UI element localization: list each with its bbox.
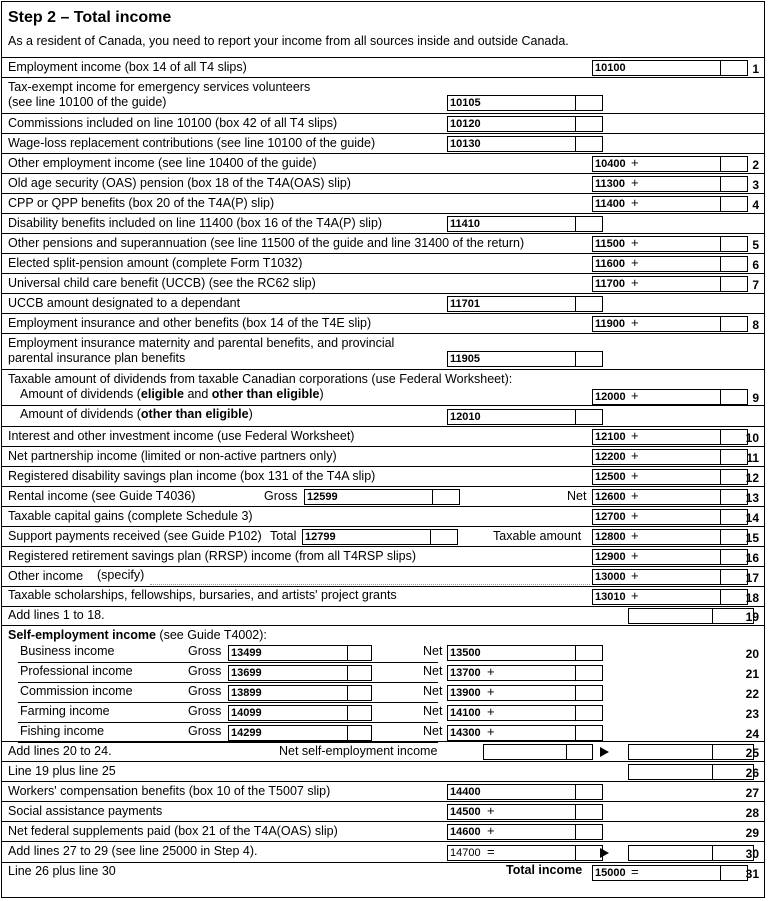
line-number-7: 7 <box>752 278 759 292</box>
row-divider <box>2 821 764 822</box>
social-assistance-cents-divider <box>575 804 576 820</box>
interest-income-cents-divider <box>720 429 721 445</box>
rdsp-income-plus: + <box>631 468 639 483</box>
row-divider <box>18 742 438 743</box>
line-11905-amount-field[interactable] <box>483 351 603 367</box>
uccb-label: Universal child care benefit (UCCB) (see the RC62 slip) <box>8 276 316 290</box>
row-divider <box>2 313 764 314</box>
oas-pension-label: Old age security (OAS) pension (box 18 of the T4A(OAS) slip) <box>8 176 351 190</box>
line-11701-cents-divider <box>575 296 576 312</box>
ei-maternity-label-2: parental insurance plan benefits <box>8 351 186 365</box>
line-number-11: 11 <box>746 451 759 465</box>
row-divider <box>2 293 764 294</box>
row-divider <box>2 625 764 626</box>
line-number-13: 13 <box>745 491 759 505</box>
other-pensions-plus: + <box>631 235 639 250</box>
row-divider <box>18 722 438 723</box>
row-divider <box>2 761 764 762</box>
line-30-cents-divider <box>712 845 713 861</box>
tax-exempt-income-label-2: (see line 10100 of the guide) <box>8 95 167 109</box>
row-divider <box>2 566 764 567</box>
other-income-plus: + <box>631 568 639 583</box>
line-19-plus-25-label: Line 19 plus line 25 <box>8 764 116 778</box>
federal-supplements-cents-divider <box>575 824 576 840</box>
wage-loss-label: Wage-loss replacement contributions (see line 10100 of the guide) <box>8 136 376 150</box>
cpp-qpp-benefits-cents-divider <box>720 196 721 212</box>
line-12700-cents-divider <box>720 509 721 525</box>
federal-supplements-plus: + <box>487 823 495 838</box>
rdsp-income-label: Registered disability savings plan income (box 131 of the T4A slip) <box>8 469 376 483</box>
line-number-15: 15 <box>745 531 759 545</box>
row-divider <box>2 606 764 607</box>
row-divider <box>18 702 438 703</box>
dividends-plus: + <box>631 388 639 403</box>
line-26-cents-divider <box>712 764 713 780</box>
professional-income-net-line-code: 13700 <box>447 665 483 681</box>
line-number-4: 4 <box>752 198 759 212</box>
line-11905-line-code: 11905 <box>447 351 483 367</box>
rental-income-label: Rental income (see Guide T4036) <box>8 489 196 503</box>
scholarships-plus: + <box>631 588 639 603</box>
row-divider <box>2 333 764 334</box>
line-number-24: 24 <box>745 727 759 741</box>
partnership-income-cents-divider <box>720 449 721 465</box>
line-11900-line-code: 11900 <box>592 316 628 332</box>
add-lines-27-29-label: Add lines 27 to 29 (see line 25000 in Step 4). <box>8 844 258 858</box>
fishing-income-gross-line-code: 14299 <box>228 725 264 741</box>
capital-gains-label: Taxable capital gains (complete Schedule 3) <box>8 509 253 523</box>
farming-income-plus: + <box>487 704 495 719</box>
row-divider <box>2 841 764 842</box>
line-10105-cents-divider <box>575 95 576 111</box>
line-10130-line-code: 10130 <box>447 136 483 152</box>
fishing-income-gross-amount-field[interactable] <box>264 725 372 741</box>
cpp-qpp-benefits-line-code: 11400 <box>592 196 628 212</box>
line-12600-cents-divider <box>720 489 721 505</box>
interest-income-line-code: 12100 <box>592 429 628 445</box>
row-divider <box>2 193 764 194</box>
social-assistance-plus: + <box>487 803 495 818</box>
line-11701-line-code: 11701 <box>447 296 483 312</box>
other-employment-income-label: Other employment income (see line 10400 of the guide) <box>8 156 317 170</box>
professional-income-gross-amount-field[interactable] <box>264 665 372 681</box>
line-10130-cents-divider <box>575 136 576 152</box>
rental-net-label: Net <box>567 489 587 503</box>
net-self-employment-label: Net self-employment income <box>279 744 438 758</box>
farming-income-net-amount-field[interactable] <box>483 705 603 721</box>
row-divider <box>2 741 764 742</box>
rental-gross-label: Gross <box>264 489 298 503</box>
uccb-cents-divider <box>720 276 721 292</box>
line-12799-line-code: 12799 <box>302 529 338 545</box>
line-number-1: 1 <box>752 62 759 76</box>
line-10120-cents-divider <box>575 116 576 132</box>
line-number-21: 21 <box>745 667 759 681</box>
self-employment-heading: Self-employment income (see Guide T4002): <box>8 628 267 642</box>
line-number-30: 30 <box>745 847 759 861</box>
business-income-net-label: Net <box>423 644 443 658</box>
business-income-gross-line-code: 13499 <box>228 645 264 661</box>
row-divider <box>2 405 764 406</box>
row-divider <box>2 77 764 78</box>
line-15000-line-code: 15000 <box>592 865 628 881</box>
capital-gains-plus: + <box>631 508 639 523</box>
line-number-12: 12 <box>745 471 759 485</box>
employment-insurance-label: Employment insurance and other benefits (box 14 of the T4E slip) <box>8 316 372 330</box>
line-12010-line-code: 12010 <box>447 409 483 425</box>
line-number-28: 28 <box>745 806 759 820</box>
line-12799-cents-divider <box>430 529 431 545</box>
split-pension-label: Elected split-pension amount (complete Form T1032) <box>8 256 303 270</box>
farming-income-net-label: Net <box>423 704 443 718</box>
row-divider <box>18 682 438 683</box>
row-divider <box>2 57 764 58</box>
disability-benefits-label: Disability benefits included on line 11400 (box 16 of the T4A(P) slip) <box>8 216 383 230</box>
arrow-right-icon <box>600 848 609 858</box>
fishing-income-net-label: Net <box>423 724 443 738</box>
row-divider <box>2 113 764 114</box>
row-divider <box>2 801 764 802</box>
line-number-23: 23 <box>745 707 759 721</box>
line-number-27: 27 <box>745 786 759 800</box>
partnership-income-line-code: 12200 <box>592 449 628 465</box>
fishing-income-gross-cents-divider <box>347 725 348 741</box>
line-12700-line-code: 12700 <box>592 509 628 525</box>
line-number-3: 3 <box>752 178 759 192</box>
professional-income-gross-cents-divider <box>347 665 348 681</box>
row-divider <box>2 546 764 547</box>
row-divider <box>2 173 764 174</box>
net-self-employment-subtotal-field[interactable] <box>483 744 593 760</box>
professional-income-net-label: Net <box>423 664 443 678</box>
row-divider <box>2 426 764 427</box>
commissions-label: Commissions included on line 10100 (box 42 of all T4 slips) <box>8 116 338 130</box>
other-pensions-label: Other pensions and superannuation (see line 11500 of the guide and line 31400 of the return) <box>8 236 525 250</box>
business-income-net-line-code: 13500 <box>447 645 483 661</box>
tax-exempt-income-label: Tax-exempt income for emergency services volunteers <box>8 80 311 94</box>
other-employment-income-line-code: 10400 <box>592 156 628 172</box>
farming-income-gross-cents-divider <box>347 705 348 721</box>
line-11410-line-code: 11410 <box>447 216 483 232</box>
oas-pension-cents-divider <box>720 176 721 192</box>
farming-income-label: Farming income <box>20 704 110 718</box>
farming-income-gross-label: Gross <box>188 704 222 718</box>
line-13000-cents-divider <box>720 569 721 585</box>
row-divider <box>2 273 764 274</box>
other-pensions-cents-divider <box>720 236 721 252</box>
line-11900-cents-divider <box>720 316 721 332</box>
federal-supplements-amount-field[interactable] <box>483 824 603 840</box>
farming-income-net-line-code: 14100 <box>447 705 483 721</box>
line-25-sub-cents-divider <box>566 744 567 760</box>
line-12599-cents-divider <box>432 489 433 505</box>
commission-income-label: Commission income <box>20 684 133 698</box>
row-divider <box>2 446 764 447</box>
line-19-cents-divider <box>712 608 713 624</box>
professional-income-gross-line-code: 13699 <box>228 665 264 681</box>
rdsp-income-cents-divider <box>720 469 721 485</box>
scholarships-label: Taxable scholarships, fellowships, bursaries, and artists' project grants <box>8 588 397 602</box>
federal-supplements-label: Net federal supplements paid (box 21 of the T4A(OAS) slip) <box>8 824 338 838</box>
fishing-income-net-amount-field[interactable] <box>483 725 603 741</box>
line-10120-line-code: 10120 <box>447 116 483 132</box>
line-12900-cents-divider <box>720 549 721 565</box>
line-11410-cents-divider <box>575 216 576 232</box>
add-lines-1-18-label: Add lines 1 to 18. <box>8 608 105 622</box>
line-number-2: 2 <box>752 158 759 172</box>
commission-income-plus: + <box>487 684 495 699</box>
line-14700-cents-divider <box>575 845 576 861</box>
uccb-dependant-label: UCCB amount designated to a dependant <box>8 296 241 310</box>
line-10105-line-code: 10105 <box>447 95 483 111</box>
commission-income-net-label: Net <box>423 684 443 698</box>
commission-income-gross-amount-field[interactable] <box>264 685 372 701</box>
commission-income-gross-label: Gross <box>188 684 222 698</box>
arrow-right-icon <box>600 747 609 757</box>
line-13000-line-code: 13000 <box>592 569 628 585</box>
row-divider <box>2 526 764 527</box>
line-12000-cents-divider <box>720 389 721 405</box>
support-total-label: Total <box>270 529 297 543</box>
dividends-heading: Taxable amount of dividends from taxable Canadian corporations (use Federal Worksheet): <box>8 372 513 386</box>
line-12599-line-code: 12599 <box>304 489 340 505</box>
line-12010-amount-field[interactable] <box>483 409 603 425</box>
cpp-qpp-benefits-label: CPP or QPP benefits (box 20 of the T4A(P) slip) <box>8 196 275 210</box>
workers-compensation-label: Workers' compensation benefits (box 10 of the T5007 slip) <box>8 784 331 798</box>
fishing-income-plus: + <box>487 724 495 739</box>
split-pension-plus: + <box>631 255 639 270</box>
line-number-22: 22 <box>745 687 759 701</box>
line-11410-amount-field[interactable] <box>483 216 603 232</box>
line-number-16: 16 <box>745 551 759 565</box>
rental-plus: + <box>631 488 639 503</box>
line-10105-amount-field[interactable] <box>483 95 603 111</box>
line-11905-cents-divider <box>575 351 576 367</box>
commission-income-net-line-code: 13900 <box>447 685 483 701</box>
commission-income-gross-cents-divider <box>347 685 348 701</box>
other-employment-income-cents-divider <box>720 156 721 172</box>
commission-income-net-cents-divider <box>575 685 576 701</box>
farming-income-net-cents-divider <box>575 705 576 721</box>
social-assistance-line-code: 14500 <box>447 804 483 820</box>
business-income-label: Business income <box>20 644 115 658</box>
other-pensions-line-code: 11500 <box>592 236 628 252</box>
line-14700-amount-field[interactable] <box>483 845 603 861</box>
line-11701-amount-field[interactable] <box>483 296 603 312</box>
line-number-5: 5 <box>752 238 759 252</box>
line-26-plus-30-label: Line 26 plus line 30 <box>8 864 116 878</box>
professional-income-gross-label: Gross <box>188 664 222 678</box>
rdsp-income-line-code: 12500 <box>592 469 628 485</box>
line-number-8: 8 <box>752 318 759 332</box>
business-income-gross-amount-field[interactable] <box>264 645 372 661</box>
line-number-25: 25 <box>745 746 759 760</box>
business-income-net-amount-field[interactable] <box>483 645 603 661</box>
line-12000-line-code: 12000 <box>592 389 628 405</box>
line-12010-cents-divider <box>575 409 576 425</box>
step-title: Step 2 – Total income <box>8 9 172 26</box>
row-divider <box>2 133 764 134</box>
line-number-20: 20 <box>745 647 759 661</box>
row-divider <box>2 466 764 467</box>
professional-income-net-amount-field[interactable] <box>483 665 603 681</box>
other-income-label: Other income <box>8 569 84 583</box>
professional-income-label: Professional income <box>20 664 133 678</box>
dividends-eligible-label: Amount of dividends (eligible and other than eligible) <box>20 387 324 401</box>
oas-pension-line-code: 11300 <box>592 176 628 192</box>
ei-plus: + <box>631 315 639 330</box>
social-assistance-amount-field[interactable] <box>483 804 603 820</box>
total-income-equals: = <box>631 864 639 879</box>
row-divider <box>2 213 764 214</box>
other-employment-income-plus: + <box>631 155 639 170</box>
cpp-qpp-benefits-plus: + <box>631 195 639 210</box>
line-10100-line-code: 10100 <box>592 60 628 76</box>
support-payments-label: Support payments received (see Guide P102) <box>8 529 262 543</box>
federal-supplements-line-code: 14600 <box>447 824 483 840</box>
line-number-9: 9 <box>752 391 759 405</box>
row-divider <box>2 369 764 370</box>
row-divider <box>2 586 764 587</box>
line-13010-line-code: 13010 <box>592 589 628 605</box>
fishing-income-net-line-code: 14300 <box>447 725 483 741</box>
other-income-specify-field[interactable] <box>150 568 590 585</box>
add-lines-20-24-label: Add lines 20 to 24. <box>8 744 112 758</box>
workers-compensation-cents-divider <box>575 784 576 800</box>
line-number-31: 31 <box>745 867 759 881</box>
employment-income-label: Employment income (box 14 of all T4 slips) <box>8 60 247 74</box>
line-12900-line-code: 12900 <box>592 549 628 565</box>
uccb-line-code: 11700 <box>592 276 628 292</box>
business-income-gross-label: Gross <box>188 644 222 658</box>
row-divider <box>2 486 764 487</box>
rrsp-plus: + <box>631 548 639 563</box>
interest-income-plus: + <box>631 428 639 443</box>
line-number-14: 14 <box>745 511 759 525</box>
line-number-10: 10 <box>745 431 759 445</box>
support-plus: + <box>631 528 639 543</box>
line-10120-amount-field[interactable] <box>483 116 603 132</box>
partnership-income-label: Net partnership income (limited or non-active partners only) <box>8 449 337 463</box>
line-number-6: 6 <box>752 258 759 272</box>
line-number-17: 17 <box>745 571 759 585</box>
total-income-label: Total income <box>506 863 583 877</box>
split-pension-line-code: 11600 <box>592 256 628 272</box>
professional-income-plus: + <box>487 664 495 679</box>
line-12800-cents-divider <box>720 529 721 545</box>
social-assistance-label: Social assistance payments <box>8 804 163 818</box>
line-12800-line-code: 12800 <box>592 529 628 545</box>
line-14700-line-code: 14700 <box>447 845 483 861</box>
row-divider <box>2 233 764 234</box>
rrsp-income-label: Registered retirement savings plan (RRSP) income (from all T4RSP slips) <box>8 549 417 563</box>
fishing-income-gross-label: Gross <box>188 724 222 738</box>
line-number-19: 19 <box>745 610 759 624</box>
row-divider <box>2 506 764 507</box>
commission-income-net-amount-field[interactable] <box>483 685 603 701</box>
fishing-income-label: Fishing income <box>20 724 105 738</box>
other-income-specify-label: (specify) <box>97 568 145 582</box>
fishing-income-net-cents-divider <box>575 725 576 741</box>
split-pension-cents-divider <box>720 256 721 272</box>
business-income-net-cents-divider <box>575 645 576 661</box>
line-number-26: 26 <box>745 766 759 780</box>
line-10100-cents-divider <box>720 60 721 76</box>
workers-compensation-amount-field[interactable] <box>483 784 603 800</box>
line-12599-amount-field[interactable] <box>340 489 460 505</box>
farming-income-gross-line-code: 14099 <box>228 705 264 721</box>
line-15000-cents-divider <box>720 865 721 881</box>
row-divider <box>2 153 764 154</box>
oas-pension-plus: + <box>631 175 639 190</box>
row-divider <box>18 662 438 663</box>
line-13010-cents-divider <box>720 589 721 605</box>
farming-income-gross-amount-field[interactable] <box>264 705 372 721</box>
line-30-equals: = <box>487 844 495 859</box>
line-number-29: 29 <box>745 826 759 840</box>
step-intro: As a resident of Canada, you need to report your income from all sources inside and outside Canada. <box>8 34 569 48</box>
line-10130-amount-field[interactable] <box>483 136 603 152</box>
dividends-other-label: Amount of dividends (other than eligible) <box>20 407 253 421</box>
uccb-plus: + <box>631 275 639 290</box>
partnership-income-plus: + <box>631 448 639 463</box>
commission-income-gross-line-code: 13899 <box>228 685 264 701</box>
row-divider <box>2 253 764 254</box>
line-25-cents-divider <box>712 744 713 760</box>
row-divider <box>2 862 764 863</box>
ei-maternity-label: Employment insurance maternity and parental benefits, and provincial <box>8 336 395 350</box>
support-taxable-label: Taxable amount <box>493 529 582 543</box>
business-income-gross-cents-divider <box>347 645 348 661</box>
line-12799-amount-field[interactable] <box>338 529 458 545</box>
professional-income-net-cents-divider <box>575 665 576 681</box>
line-number-18: 18 <box>745 591 759 605</box>
workers-compensation-line-code: 14400 <box>447 784 483 800</box>
line-12600-line-code: 12600 <box>592 489 628 505</box>
interest-income-label: Interest and other investment income (use Federal Worksheet) <box>8 429 355 443</box>
row-divider <box>2 781 764 782</box>
